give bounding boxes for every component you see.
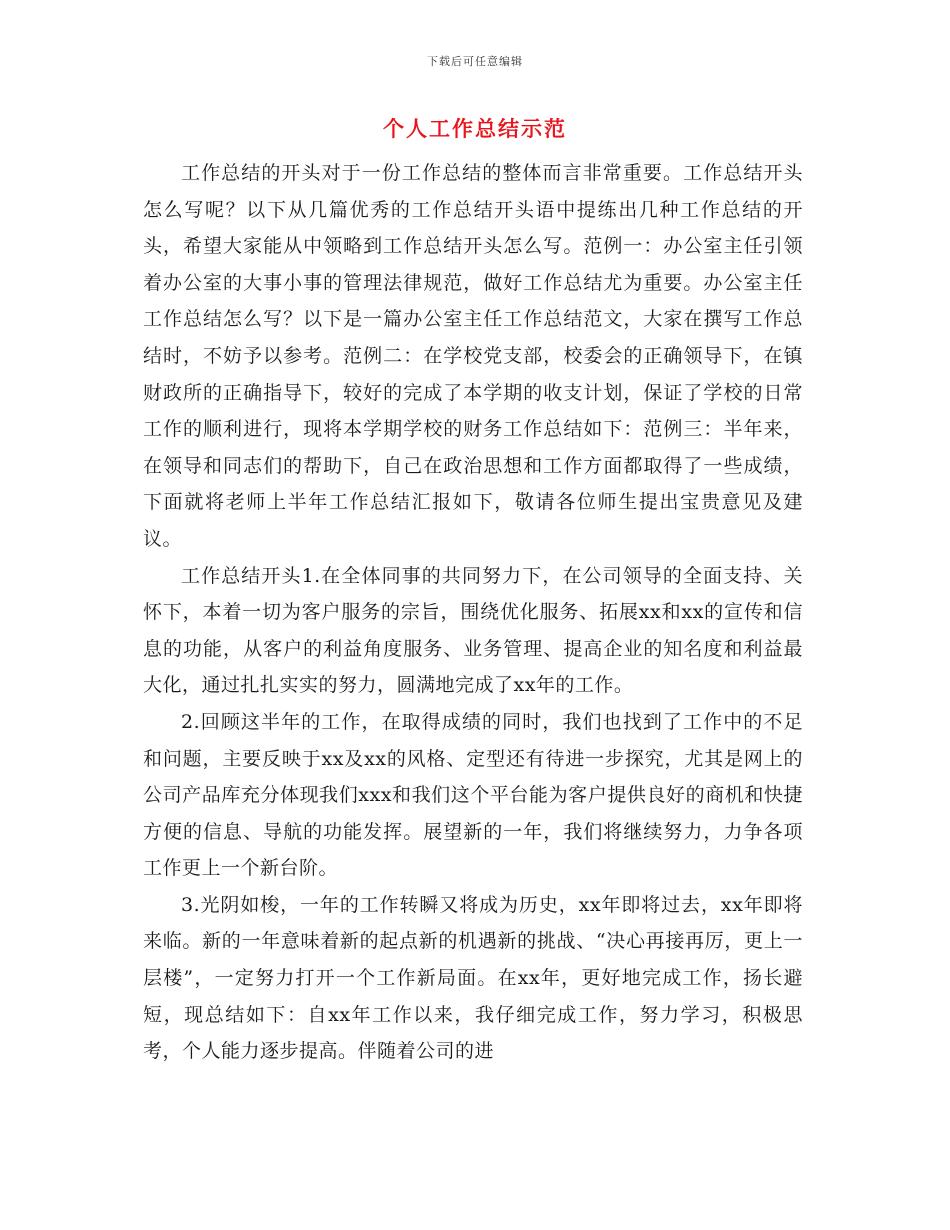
- paragraph-2: 2.回顾这半年的工作，在取得成绩的同时，我们也找到了工作中的不足和问题，主要反映于xx及xx的风格、定型还有待进一步探究，尤其是网上的公司产品库充分体现我们xxx和我们这个平台能为客户提供良好的商机和快捷方便的信息、导航的功能发挥。展望新的一年，我们将继续努力，力争各项工作更上一个新台阶。: [143, 710, 803, 880]
- paragraph-3: 3.光阴如梭，一年的工作转瞬又将成为历史，xx年即将过去，xx年即将来临。新的一年意味着新的起点新的机遇新的挑战、“决心再接再厉，更上一层楼”，一定努力打开一个工作新局面。在xx年，更好地完成工作，扬长避短，现总结如下：自xx年工作以来，我仔细完成工作，努力学习，积极思考，个人能力逐步提高。伴随着公司的进: [143, 893, 803, 1063]
- paragraph-intro: 工作总结的开头对于一份工作总结的整体而言非常重要。工作总结开头怎么写呢？以下从几篇优秀的工作总结开头语中提练出几种工作总结的开头，希望大家能从中领略到工作总结开头怎么写。范例一：办公室主任引领着办公室的大事小事的管理法律规范，做好工作总结尤为重要。办公室主任工作总结怎么写？以下是一篇办公室主任工作总结范文，大家在撰写工作总结时，不妨予以参考。范例二：在学校党支部，校委会的正确领导下，在镇财政所的正确指导下，较好的完成了本学期的收支计划，保证了学校的日常工作的顺利进行，现将本学期学校的财务工作总结如下：范例三：半年来，在领导和同志们的帮助下，自己在政治思想和工作方面都取得了一些成绩，下面就将老师上半年工作总结汇报如下，敬请各位师生提出宝贵意见及建议。: [143, 162, 803, 550]
- document-body: [143, 155, 803, 1070]
- paragraph-1: 工作总结开头1.在全体同事的共同努力下，在公司领导的全面支持、关怀下，本着一切为客户服务的宗旨，围绕优化服务、拓展xx和xx的宣传和信息的功能，从客户的利益角度服务、业务管理、提高企业的知名度和利益最大化，通过扎扎实实的努力，圆满地完成了xx年的工作。: [143, 564, 803, 697]
- document-title: 个人工作总结示范: [383, 116, 567, 141]
- header-note: 下载后可任意编辑: [427, 55, 523, 68]
